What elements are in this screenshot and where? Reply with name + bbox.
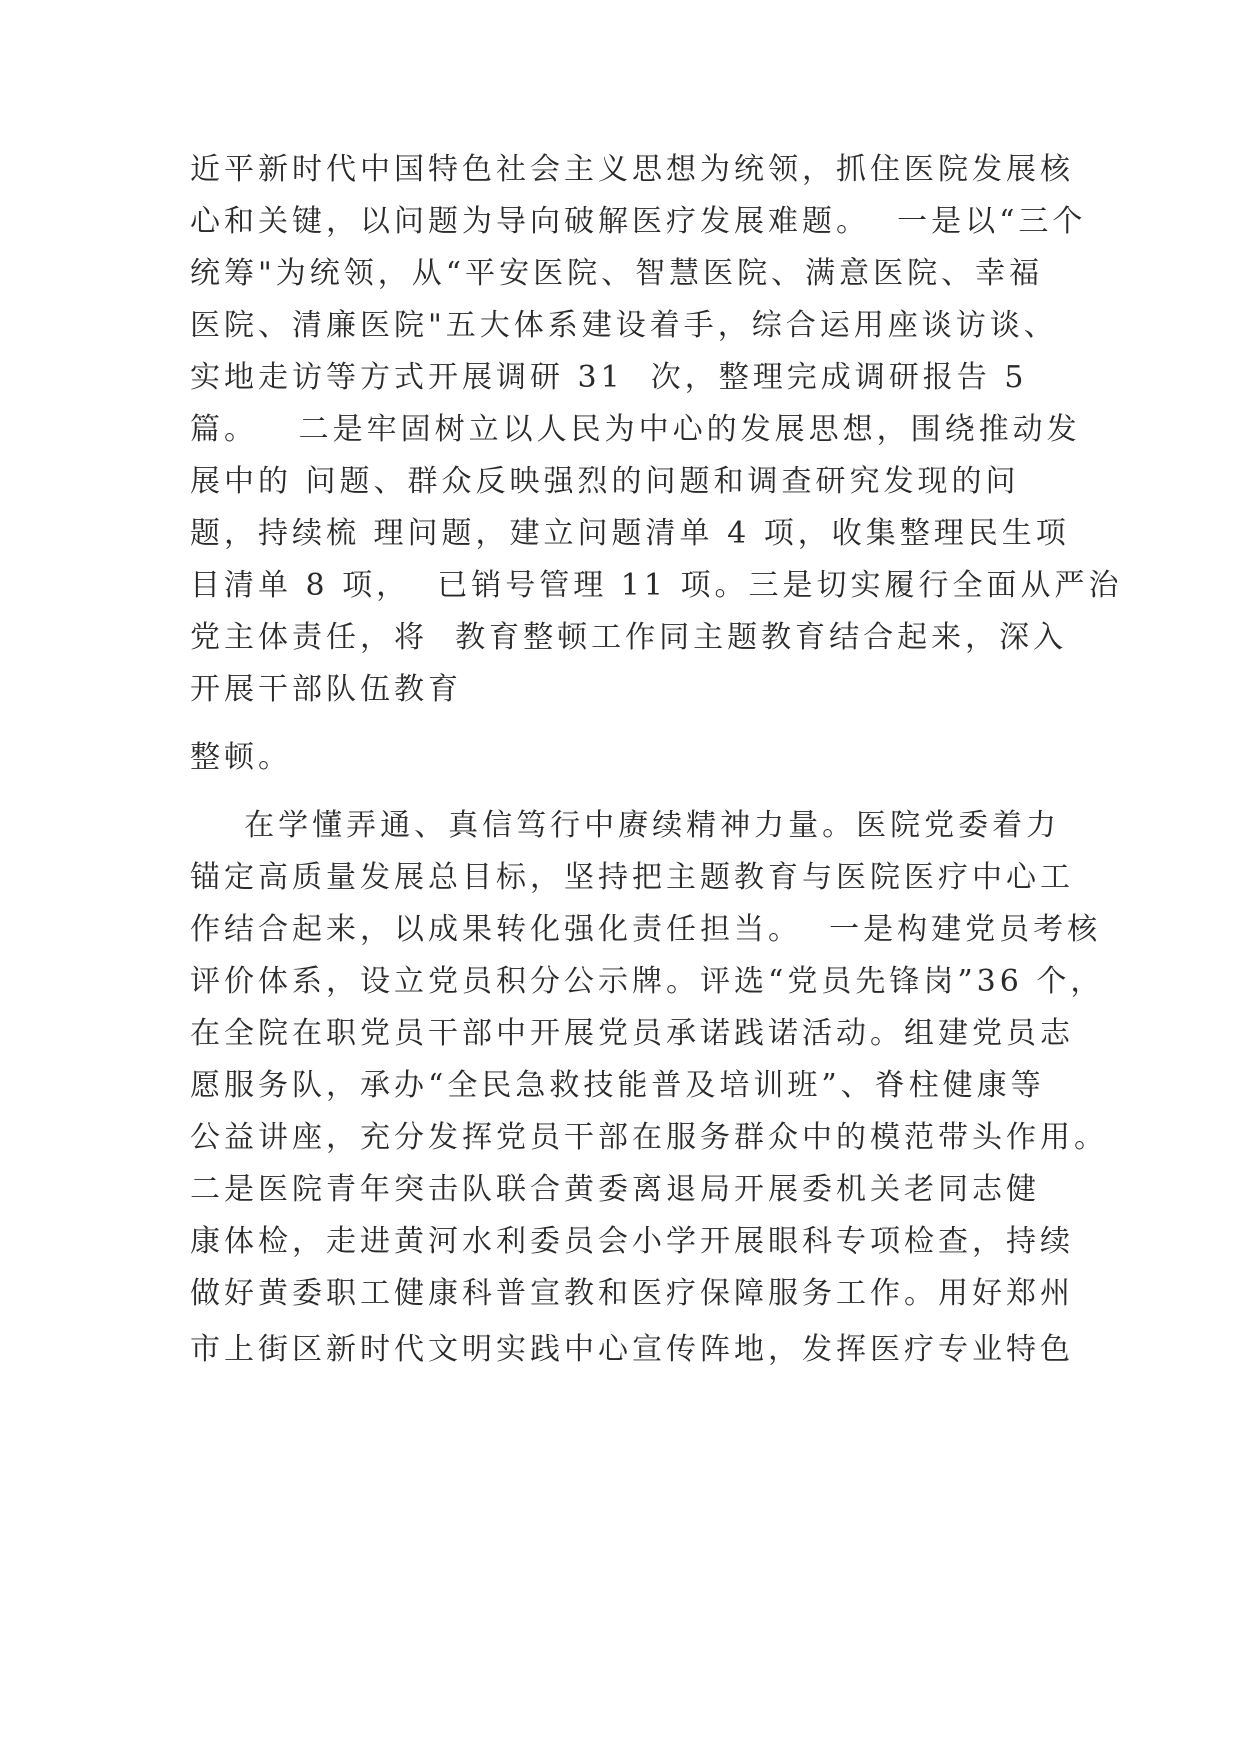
text-line: 评价体系，设立党员积分公示牌。评选“党员先锋岗”36 个， <box>190 964 1105 999</box>
text-line: 统筹"为统领，从“平安医院、智慧医院、满意医院、幸福 <box>190 256 1044 291</box>
text-line: 目清单 8 项， 已销号管理 11 项。三是切实履行全面从严治 <box>190 568 1123 603</box>
text-line: 篇。 二是牢固树立以人民为中心的发展思想，围绕推动发 <box>190 412 1081 447</box>
text-line: 公益讲座，充分发挥党员干部在服务群众中的模范带头作用。 <box>190 1120 1108 1155</box>
text-line: 医院、清廉医院"五大体系建设着手，综合运用座谈访谈、 <box>190 308 1058 343</box>
text-line: 党主体责任，将 教育整顿工作同主题教育结合起来，深入 <box>190 620 1068 655</box>
text-line: 在学懂弄通、真信笃行中赓续精神力量。医院党委着力 <box>190 808 1061 843</box>
text-line: 开展干部队伍教育 <box>190 672 462 707</box>
text-line: 市上街区新时代文明实践中心宣传阵地，发挥医疗专业特色 <box>190 1332 1074 1367</box>
text-line: 愿服务队，承办“全民急救技能普及培训班”、脊柱健康等 <box>190 1068 1045 1103</box>
text-line: 作结合起来，以成果转化强化责任担当。 一是构建党员考核 <box>190 912 1102 947</box>
text-line: 整顿。 <box>190 740 292 775</box>
text-line: 近平新时代中国特色社会主义思想为统领，抓住医院发展核 <box>190 152 1074 187</box>
text-line: 实地走访等方式开展调研 31 次，整理完成调研报告 5 <box>190 360 1028 395</box>
text-line: 展中的 问题、群众反映强烈的问题和调查研究发现的问 <box>190 464 1020 499</box>
text-line: 题，持续梳 理问题，建立问题清单 4 项，收集整理民生项 <box>190 516 1070 551</box>
text-line: 康体检，走进黄河水利委员会小学开展眼科专项检查，持续 <box>190 1224 1074 1259</box>
text-line: 做好黄委职工健康科普宣教和医疗保障服务工作。用好郑州 <box>190 1276 1074 1311</box>
text-line: 二是医院青年突击队联合黄委离退局开展委机关老同志健 <box>190 1172 1040 1207</box>
text-line: 心和关键，以问题为导向破解医疗发展难题。 一是以“三个 <box>190 204 1087 239</box>
text-line: 锚定高质量发展总目标，坚持把主题教育与医院医疗中心工 <box>190 860 1074 895</box>
text-line: 在全院在职党员干部中开展党员承诺践诺活动。组建党员志 <box>190 1016 1074 1051</box>
